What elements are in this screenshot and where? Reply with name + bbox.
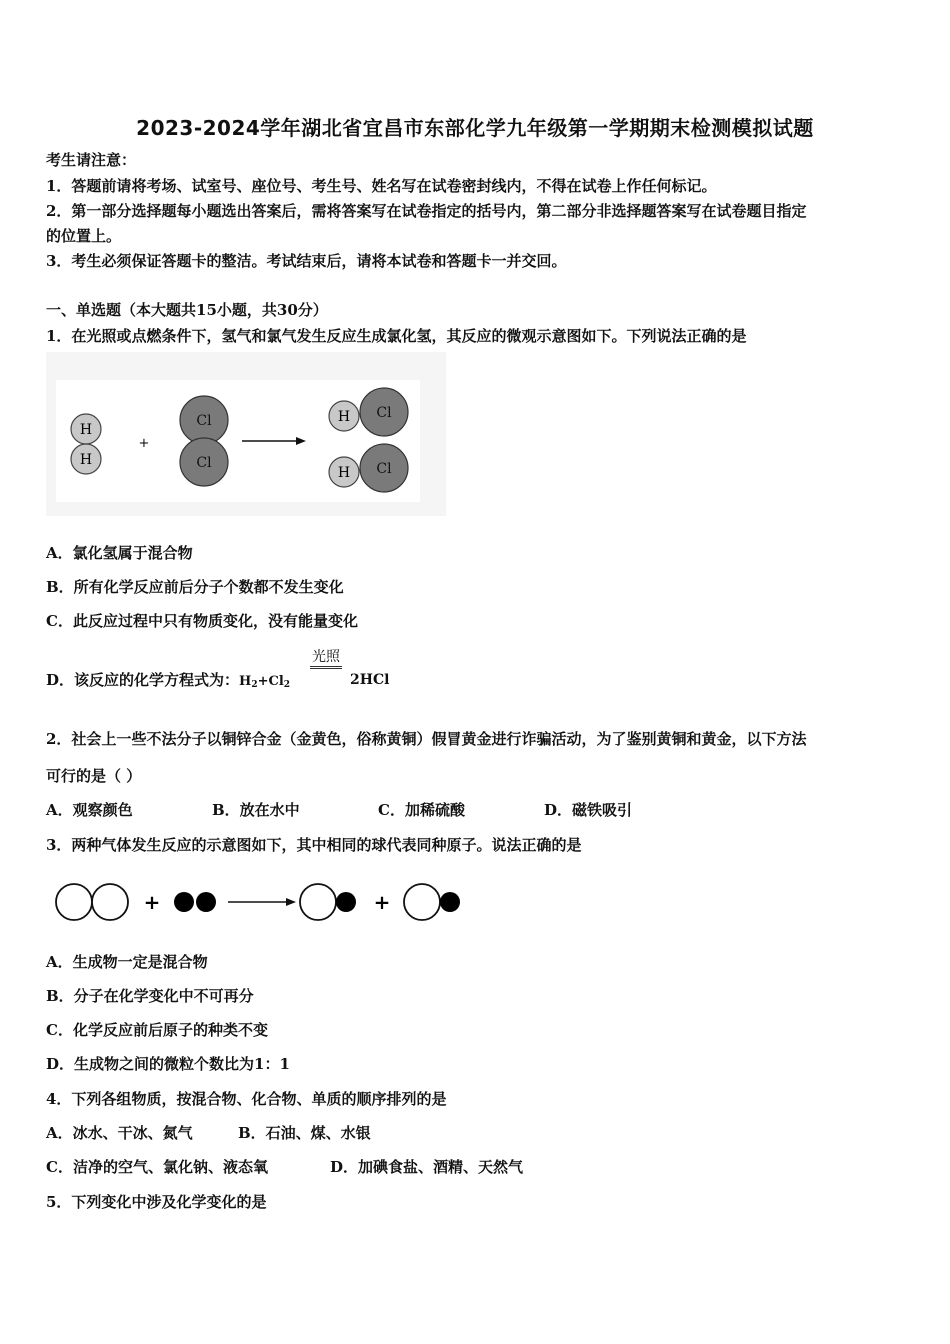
notice-item: 3．考生必须保证答题卡的整洁。考试结束后，请将本试卷和答题卡一并交回。: [46, 252, 567, 270]
chlorine-atom: [360, 388, 408, 436]
white-atom: [300, 884, 336, 920]
atom-label: Cl: [376, 405, 392, 421]
option-a: A．氯化氢属于混合物: [46, 544, 193, 562]
question-3-stem: 3．两种气体发生反应的示意图如下，其中相同的球代表同种原子。说法正确的是: [46, 836, 582, 854]
option-d: D．加碘食盐、酒精、天然气: [330, 1158, 524, 1176]
q3-reaction-diagram: [46, 876, 476, 930]
atom-label: H: [79, 422, 93, 438]
black-atom: [174, 892, 194, 912]
notice-item: 的位置上。: [46, 227, 122, 245]
arrow-head: [286, 898, 296, 906]
black-atom: [440, 892, 460, 912]
plus-sign: +: [373, 890, 391, 914]
chlorine-atom: [180, 438, 228, 486]
white-atom: [92, 884, 128, 920]
option-c: C．洁净的空气、氯化钠、液态氧: [46, 1158, 268, 1176]
question-1-stem: 1．在光照或点燃条件下，氢气和氯气发生反应生成氯化氢，其反应的微观示意图如下。下列说法正确的是: [46, 327, 747, 345]
option-d-prefix: D．该反应的化学方程式为：: [46, 671, 240, 689]
equation-reactants: $H_2+Cl_2$: [239, 674, 291, 690]
plus-sign: +: [143, 890, 161, 914]
option-d: D．磁铁吸引: [544, 801, 633, 819]
notice-heading: 考生请注意：: [46, 151, 137, 169]
question-2-stem: 可行的是（ ）: [46, 767, 142, 785]
option-b: B．放在水中: [212, 801, 300, 819]
option-b: B．所有化学反应前后分子个数都不发生变化: [46, 578, 344, 596]
black-atom: [196, 892, 216, 912]
hydrogen-atom: [71, 444, 101, 474]
question-2-stem: 2．社会上一些不法分子以铜锌合金（金黄色，俗称黄铜）假冒黄金进行诈骗活动，为了鉴别黄铜和黄金，以下方法: [46, 730, 807, 748]
option-c: C．化学反应前后原子的种类不变: [46, 1021, 268, 1039]
atom-label: H: [337, 409, 351, 425]
chlorine-atom: [180, 396, 228, 444]
option-a: A．观察颜色: [46, 801, 133, 819]
option-a: A．冰水、干冰、氮气: [46, 1124, 193, 1142]
option-row: [46, 1157, 906, 1177]
white-atom: [56, 884, 92, 920]
option-a: A．生成物一定是混合物: [46, 953, 208, 971]
question-5-stem: 5．下列变化中涉及化学变化的是: [46, 1193, 267, 1211]
notice-item: 1．答题前请将考场、试室号、座位号、考生号、姓名写在试卷密封线内，不得在试卷上作任何标记。: [46, 177, 717, 195]
question-4-stem: 4．下列各组物质，按混合物、化合物、单质的顺序排列的是: [46, 1090, 447, 1108]
option-d: [46, 670, 906, 695]
chlorine-atom: [360, 444, 408, 492]
atom-label: Cl: [376, 461, 392, 477]
atom-label: Cl: [196, 413, 212, 429]
atom-label: H: [79, 452, 93, 468]
plus-sign: +: [138, 436, 150, 451]
equation-condition: 光照: [310, 648, 342, 669]
equation-product: 2HCl: [350, 672, 390, 688]
option-c: C．加稀硫酸: [378, 801, 465, 819]
option-d: D．生成物之间的微粒个数比为1：1: [46, 1055, 290, 1073]
option-c: C．此反应过程中只有物质变化，没有能量变化: [46, 612, 358, 630]
atom-label: Cl: [196, 455, 212, 471]
option-b: B．石油、煤、水银: [238, 1124, 371, 1142]
option-row: [46, 1123, 906, 1143]
atom-label: H: [337, 465, 351, 481]
black-atom: [336, 892, 356, 912]
page-title: 2023-2024学年湖北省宜昌市东部化学九年级第一学期期末检测模拟试题: [136, 116, 814, 140]
white-atom: [404, 884, 440, 920]
option-row: [46, 800, 906, 820]
q1-reaction-diagram: [46, 352, 446, 516]
hydrogen-atom: [329, 457, 359, 487]
hydrogen-atom: [71, 414, 101, 444]
section-heading: 一、单选题（本大题共15小题，共30分）: [46, 301, 328, 319]
option-b: B．分子在化学变化中不可再分: [46, 987, 254, 1005]
notice-item: 2．第一部分选择题每小题选出答案后，需将答案写在试卷指定的括号内，第二部分非选择题答案写在试卷题目指定: [46, 202, 807, 220]
hydrogen-atom: [329, 401, 359, 431]
